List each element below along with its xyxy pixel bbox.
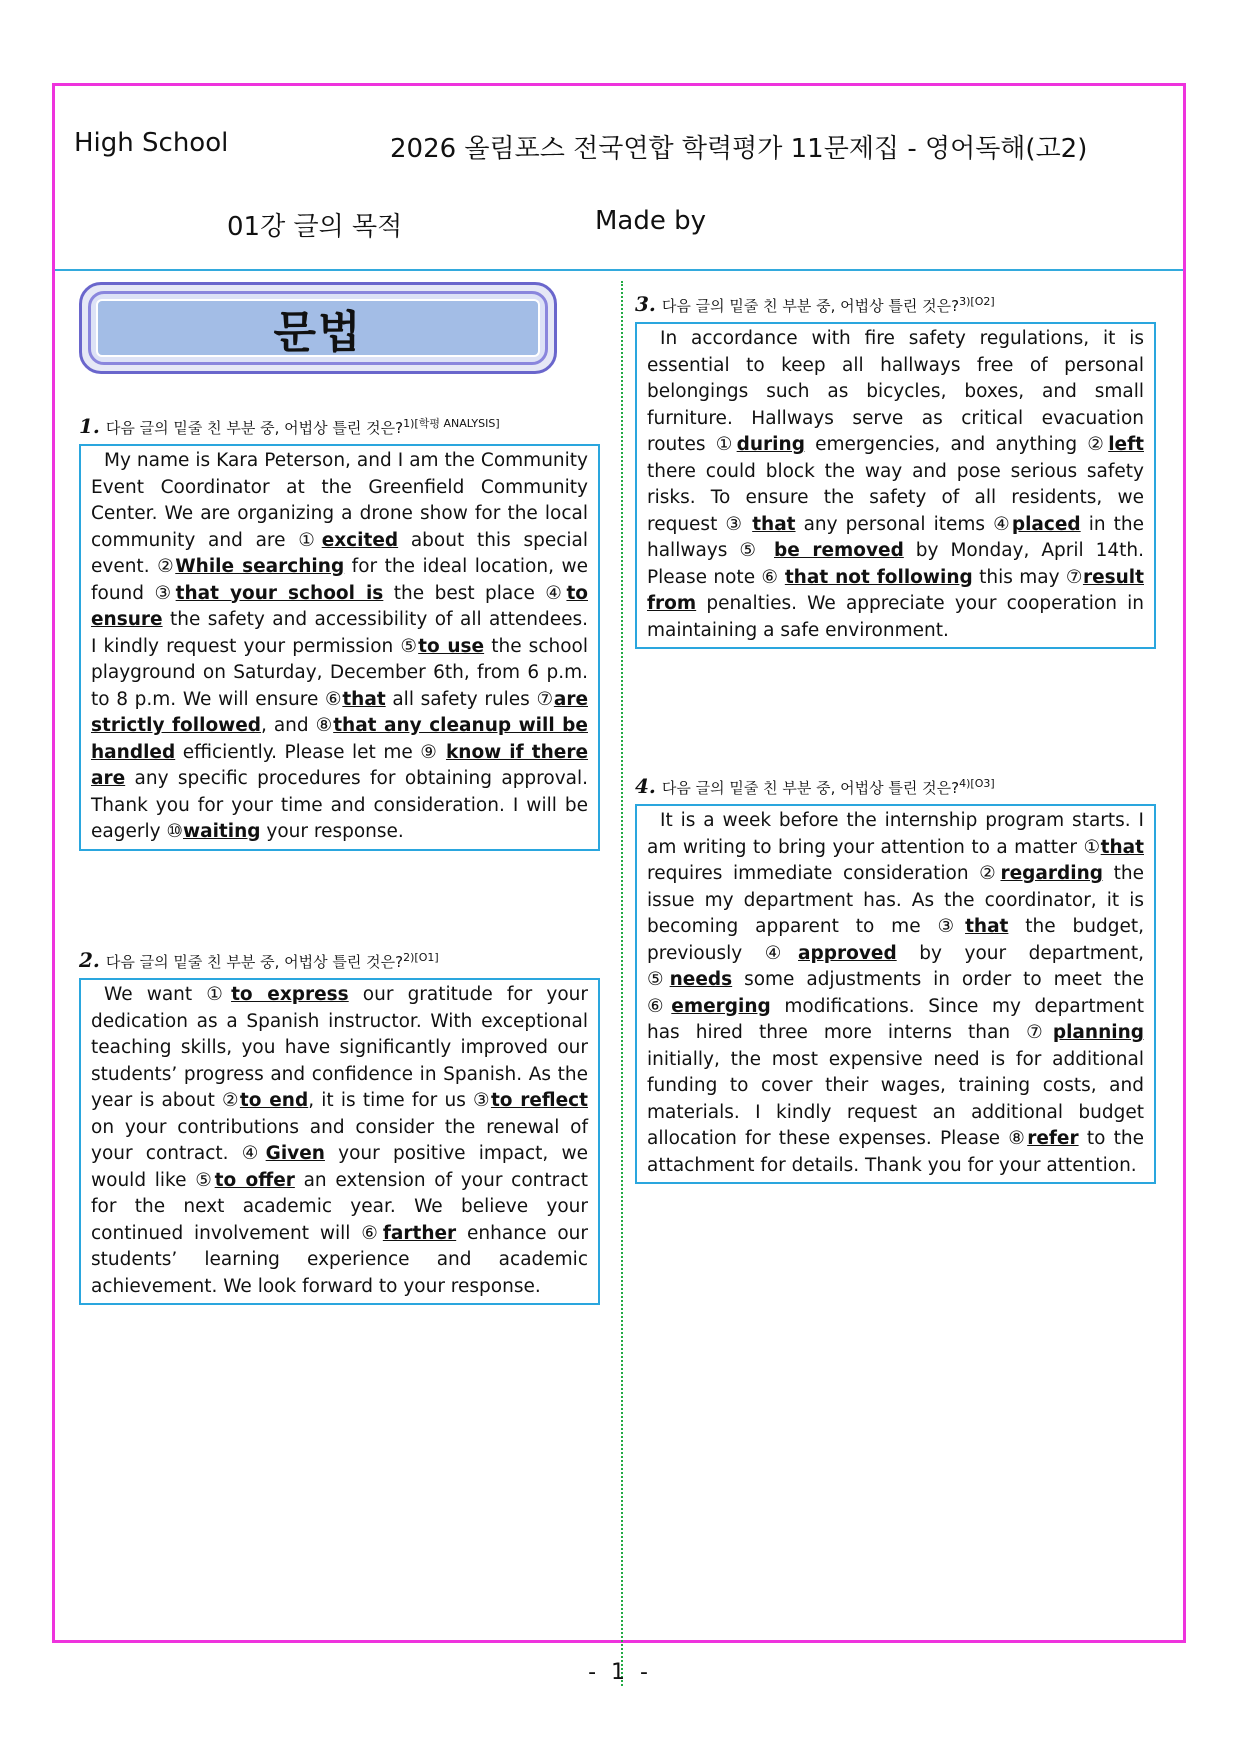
question-prompt: 다음 글의 밑줄 친 부분 중, 어법상 틀린 것은? — [661, 297, 960, 315]
passage-box — [79, 444, 600, 851]
question-header — [635, 774, 1156, 798]
question-prompt: 다음 글의 밑줄 친 부분 중, 어법상 틀린 것은? — [105, 953, 404, 971]
passage-text: My name is Kara Peterson, and I am the Community Event Coordinator at the Greenfield Community Center. We are organizing a drone show for the local community and are ①excited about this special event. ②While searching for the ideal location, we found ③that your school is the best place ④to ensure the safety and accessibility of all attendees. I kindly request your permission ⑤to use the school playground on Saturday, December 6th, from 6 p.m. to 8 p.m. We will ensure ⑥that all safety rules ⑦are strictly followed, and ⑧that any cleanup will be handled efficiently. Please let me ⑨ know if there are any specific procedures for obtaining approval. Thank you for your time and consideration. I will be eagerly ⑩waiting your response. — [91, 450, 589, 842]
passage-box — [635, 322, 1156, 649]
underlined-choice: are strictly followed — [91, 688, 588, 736]
page-number: - 1 - — [588, 1660, 652, 1685]
underlined-choice: that — [965, 916, 1009, 937]
question-3 — [635, 292, 1156, 649]
underlined-choice: needs — [669, 969, 733, 990]
underlined-choice: during — [736, 434, 805, 455]
question-note: 4)[O3] — [959, 777, 995, 790]
underlined-choice: Given — [265, 1143, 325, 1164]
header-made-by: Made by — [595, 206, 707, 236]
question-prompt: 다음 글의 밑줄 친 부분 중, 어법상 틀린 것은? — [661, 779, 960, 797]
question-number: 2. — [79, 948, 100, 972]
underlined-choice: to express — [231, 984, 349, 1005]
question-note: 2)[O1] — [403, 951, 439, 964]
passage-text: We want ①to express our gratitude for your dedication as a Spanish instructor. With exceptional teaching skills, you have significantly improved our students’ progress and confidence in Spanish. As the year is about ②to end, it is time for us ③to reflect on your contributions and consider the renewal of your contract. ④Given your positive impact, we would like ⑤to offer an extension of your contract for the next academic year. We believe your continued involvement will ⑥farther enhance our students’ learning experience and academic achievement. We look forward to your response. — [91, 984, 588, 1297]
underlined-choice: left — [1108, 434, 1144, 455]
underlined-choice: to reflect — [490, 1090, 588, 1111]
underlined-choice: refer — [1027, 1128, 1079, 1149]
header-title: 2026 올림포스 전국연합 학력평가 11문제집 - 영어독해(고2) — [390, 134, 1088, 164]
question-note: 1)[학평 ANALYSIS] — [403, 417, 500, 430]
underlined-choice: that any cleanup will be handled — [91, 715, 588, 763]
underlined-choice: excited — [321, 529, 399, 551]
question-header — [635, 292, 1156, 316]
header-divider — [55, 269, 1183, 271]
underlined-choice: that — [342, 688, 386, 710]
question-number: 3. — [635, 292, 656, 316]
passage-text: It is a week before the internship program starts. I am writing to bring your attention to a matter ①that requires immediate consideration ②regarding the issue my department has. As the coordinator, it is becoming apparent to me ③that the budget, previously ④approved by your department, ⑤needs some adjustments in order to meet the ⑥emerging modifications. Since my department has hired three more interns than ⑦planning initially, the most expensive need is for additional funding to cover their wages, training costs, and materials. I kindly request an additional budget allocation for these expenses. Please ⑧refer to the attachment for details. Thank you for your attention. — [647, 810, 1145, 1176]
passage-box — [79, 978, 600, 1305]
question-header — [79, 948, 600, 972]
underlined-choice: While searching — [175, 556, 345, 577]
underlined-choice: regarding — [1000, 863, 1104, 884]
question-4 — [635, 774, 1156, 1184]
passage-text: In accordance with fire safety regulations, it is essential to keep all hallways free of personal belongings such as bicycles, boxes, and small furniture. Hallways serve as critical evacuation routes ①during emergencies, and anything ②left there could block the way and pose serious safety risks. To ensure the safety of all residents, we request ③ that any personal items ④placed in the hallways ⑤ be removed by Monday, April 14th. Please note ⑥ that not following this may ⑦result from penalties. We appreciate your cooperation in maintaining a safe environment. — [647, 328, 1144, 641]
underlined-choice: that your school is — [175, 582, 384, 604]
passage-box — [635, 804, 1156, 1184]
question-number: 4. — [635, 774, 656, 798]
underlined-choice: to use — [418, 635, 485, 657]
underlined-choice: emerging — [671, 995, 771, 1017]
underlined-choice: waiting — [183, 821, 261, 842]
question-1 — [79, 414, 600, 851]
question-note: 3)[O2] — [959, 295, 995, 308]
header-lesson: 01강 글의 목적 — [227, 212, 403, 242]
underlined-choice: to end — [239, 1090, 309, 1111]
banner-inner — [96, 299, 540, 357]
underlined-choice: to ensure — [91, 582, 588, 630]
underlined-choice: placed — [1011, 513, 1081, 535]
underlined-choice: farther — [382, 1222, 457, 1244]
question-prompt: 다음 글의 밑줄 친 부분 중, 어법상 틀린 것은? — [105, 419, 404, 437]
question-2 — [79, 948, 600, 1305]
section-title: 문법 — [273, 307, 363, 358]
page-frame — [52, 83, 1186, 1643]
underlined-choice: planning — [1052, 1022, 1144, 1043]
underlined-choice: to offer — [214, 1169, 295, 1191]
underlined-choice: that — [752, 513, 796, 535]
underlined-choice: approved — [798, 942, 897, 964]
question-number: 1. — [79, 414, 100, 438]
underlined-choice: know if there are — [91, 741, 589, 789]
underlined-choice: be removed — [774, 540, 904, 561]
section-banner — [79, 282, 557, 374]
underlined-choice: result from — [647, 566, 1144, 614]
question-header — [79, 414, 600, 438]
header-school: High School — [74, 128, 229, 158]
column-divider — [621, 281, 623, 1686]
underlined-choice: that not following — [784, 566, 973, 588]
underlined-choice: that — [1100, 836, 1144, 858]
